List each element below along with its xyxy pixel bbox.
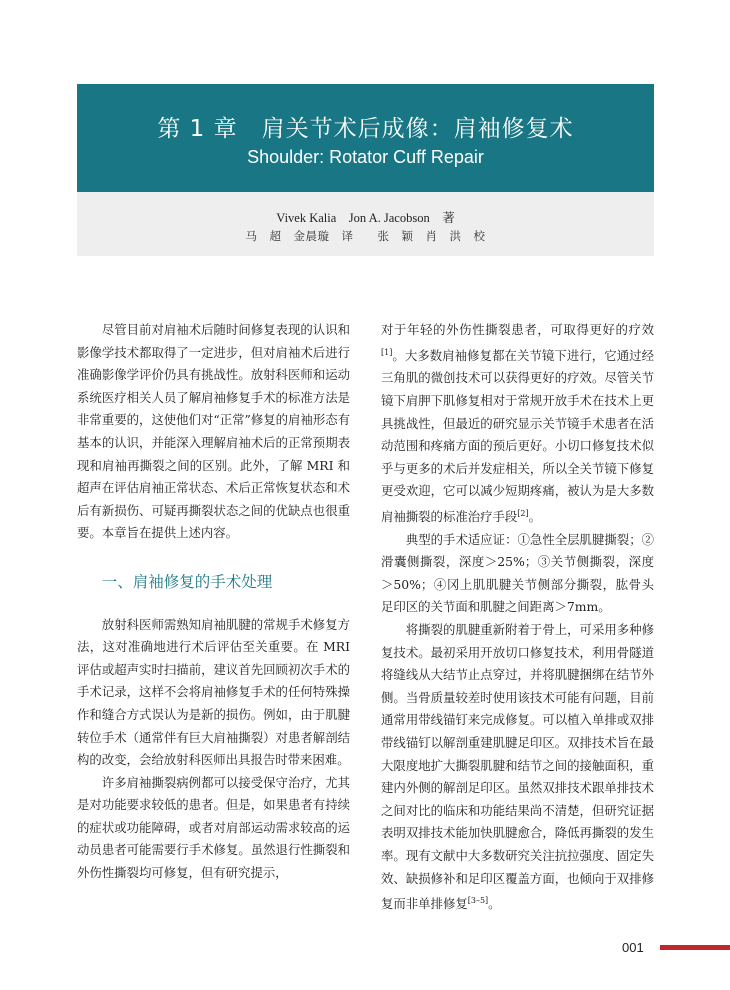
- citation-ref: [3–5]: [467, 896, 489, 906]
- body-paragraph: [381, 319, 654, 529]
- page-number-bar: [660, 945, 730, 950]
- body-paragraph: 典型的手术适应证：①急性全层肌腱撕裂；②滑囊侧撕裂，深度＞25%；③关节侧撕裂，深度＞50%；④冈上肌肌腱关节侧部分撕裂，肱骨头足印区的关节面和肌腱之间距离＞7mm。: [381, 531, 654, 615]
- body-paragraph: 放射科医师需熟知肩袖肌腱的常规手术修复方法，这对准确地进行术后评估至关重要。在 MRI 评估或超声实时扫描前，建议首先回顾初次手术的手术记录，这样不会将肩袖修复手术的任何特殊操作和缝合方式误认为是新的损伤。例如，由于肌腱转位手术（通常伴有巨大肩袖撕裂）对患者解剖结构的改变，会给放射科医师出具报告时带来困难。: [77, 616, 350, 768]
- intro-paragraph: 尽管目前对肩袖术后随时间修复表现的认识和影像学技术都取得了一定进步，但对肩袖术后进行准确影像学评价仍具有挑战性。放射科医师和运动系统医疗相关人员了解肩袖修复手术的标准方法是非常重要的，这使他们对“正常”修复的肩袖形态有基本的认识，并能深入理解肩袖术后的正常预期表现和肩袖再撕裂之间的区别。此外，了解 MRI 和超声在评估肩袖正常状态、术后正常恢复状态和术后有新损伤、可疑再撕裂状态之间的优缺点也很重要。本章旨在提供上述内容。: [77, 322, 350, 541]
- paragraph-text: 对于年轻的外伤性撕裂患者，可取得更好的疗效: [381, 322, 654, 337]
- right-column: [381, 319, 654, 916]
- chapter-title: 第 1 章 肩关节术后成像：肩袖修复术: [157, 116, 574, 142]
- paragraph-text: 。: [488, 896, 501, 912]
- page-number: 001: [622, 940, 644, 955]
- paragraph-text: 。大多数肩袖修复都在关节镜下进行，它通过经三角肌的微创技术可以获得更好的疗效。尽管关节镜下肩胛下肌修复相对于常规开放手术在技术上更具挑战性，但最近的研究显示关节镜手术患者在活动范围和疼痛方面的预后更好。小切口修复技术似乎与更多的术后并发症相关，所以全关节镜下修复更受欢迎，它可以减少短期疼痛，被认为是大多数肩袖撕裂的标准治疗手段: [381, 347, 654, 524]
- body-paragraph: [381, 619, 654, 916]
- body-paragraph: 许多肩袖撕裂病例都可以接受保守治疗，尤其是对功能要求较低的患者。但是，如果患者有持续的症状或功能障碍，或者对肩部运动需求较高的运动员患者可能需要行手术修复。虽然退行性撕裂和外伤性撕裂均可修复，但有研究提示，: [77, 774, 350, 881]
- left-column: [77, 319, 350, 885]
- paragraph-text: 。: [528, 509, 542, 524]
- chapter-subtitle: Shoulder: Rotator Cuff Repair: [247, 147, 484, 167]
- paragraph-text: 将撕裂的肌腱重新附着于骨上，可采用多种修复技术。最初采用开放切口修复技术，利用骨隧道将缝线从大结节止点穿过，并将肌腱捆绑在结节外侧。当骨质量较差时使用该技术可能有问题，目前通常用带线锚钉来完成修复。可以植入单排或双排带线锚钉以解剖重建肌腱足印区。双排技术旨在最大限度地扩大撕裂肌腱和结节之间的接触面积，重建内外侧的解剖足印区。虽然双排技术跟单排技术之间对比的临床和功能结果尚不清楚，但研究证据表明双排技术能加快肌腱愈合，降低再撕裂的发生率。现有文献中大多数研究关注抗拉强度、固定失效、缺损修补和足印区覆盖方面，也倾向于双排修复而非单排修复: [381, 621, 654, 912]
- chapter-header-band: [77, 84, 654, 192]
- authors-line: Vivek Kalia Jon A. Jacobson 著: [276, 211, 455, 225]
- section-heading: 一、肩袖修复的手术处理: [101, 572, 273, 591]
- translators-line: 马 超 金晨璇 译 张 颖 肖 洪 校: [245, 229, 486, 243]
- credits-band: [77, 192, 654, 256]
- citation-ref: [1]: [381, 347, 393, 357]
- citation-ref: [2]: [517, 508, 529, 518]
